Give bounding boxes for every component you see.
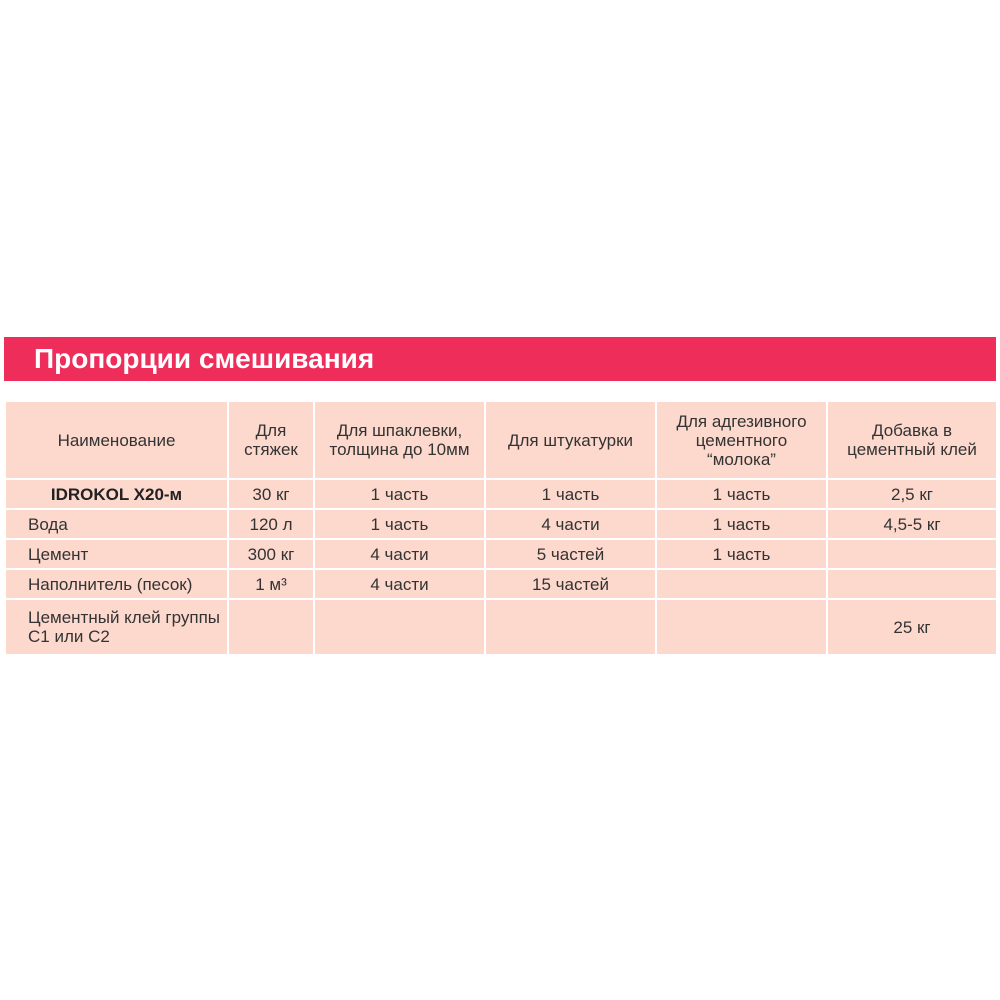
row-name-cell: Наполнитель (песок) — [5, 569, 228, 599]
table-header-row — [5, 401, 997, 479]
table-cell: 15 частей — [485, 569, 656, 599]
table-cell: 1 часть — [314, 509, 485, 539]
table-cell: 1 часть — [656, 509, 827, 539]
header-plaster: Для штукатурки — [485, 401, 656, 479]
table-cell: 2,5 кг — [827, 479, 997, 509]
table-cell: 1 часть — [656, 479, 827, 509]
table-cell — [485, 599, 656, 655]
table-cell — [827, 569, 997, 599]
table-cell — [827, 539, 997, 569]
header-tile-adhesive-additive: Добавка в цементный клей — [827, 401, 997, 479]
table-cell: 4 части — [485, 509, 656, 539]
table-cell: 30 кг — [228, 479, 314, 509]
section-banner — [4, 337, 996, 381]
section-title: Пропорции смешивания — [34, 343, 375, 374]
table-cell: 4 части — [314, 539, 485, 569]
table-row — [5, 509, 997, 539]
table-cell — [656, 569, 827, 599]
table-row — [5, 569, 997, 599]
table-cell: 1 часть — [656, 539, 827, 569]
header-name: Наименование — [5, 401, 228, 479]
row-name-cell: Вода — [5, 509, 228, 539]
table-cell — [314, 599, 485, 655]
table-cell: 1 м³ — [228, 569, 314, 599]
header-putty: Для шпаклевки, толщина до 10мм — [314, 401, 485, 479]
table-cell: 1 часть — [485, 479, 656, 509]
table-cell: 120 л — [228, 509, 314, 539]
table-cell: 1 часть — [314, 479, 485, 509]
mixing-proportions-table — [4, 400, 998, 656]
table-row — [5, 599, 997, 655]
table-row — [5, 539, 997, 569]
table-cell: 5 частей — [485, 539, 656, 569]
table-cell: 4 части — [314, 569, 485, 599]
row-name-cell: Цементный клей группы С1 или С2 — [5, 599, 228, 655]
table-cell: 4,5-5 кг — [827, 509, 997, 539]
header-screeds: Для стяжек — [228, 401, 314, 479]
table-cell: 25 кг — [827, 599, 997, 655]
row-name-cell: IDROKOL X20-м — [5, 479, 228, 509]
table-row — [5, 479, 997, 509]
header-adhesive-milk: Для адгезивного цементного “молока” — [656, 401, 827, 479]
table-cell — [656, 599, 827, 655]
table-cell: 300 кг — [228, 539, 314, 569]
table-cell — [228, 599, 314, 655]
row-name-cell: Цемент — [5, 539, 228, 569]
